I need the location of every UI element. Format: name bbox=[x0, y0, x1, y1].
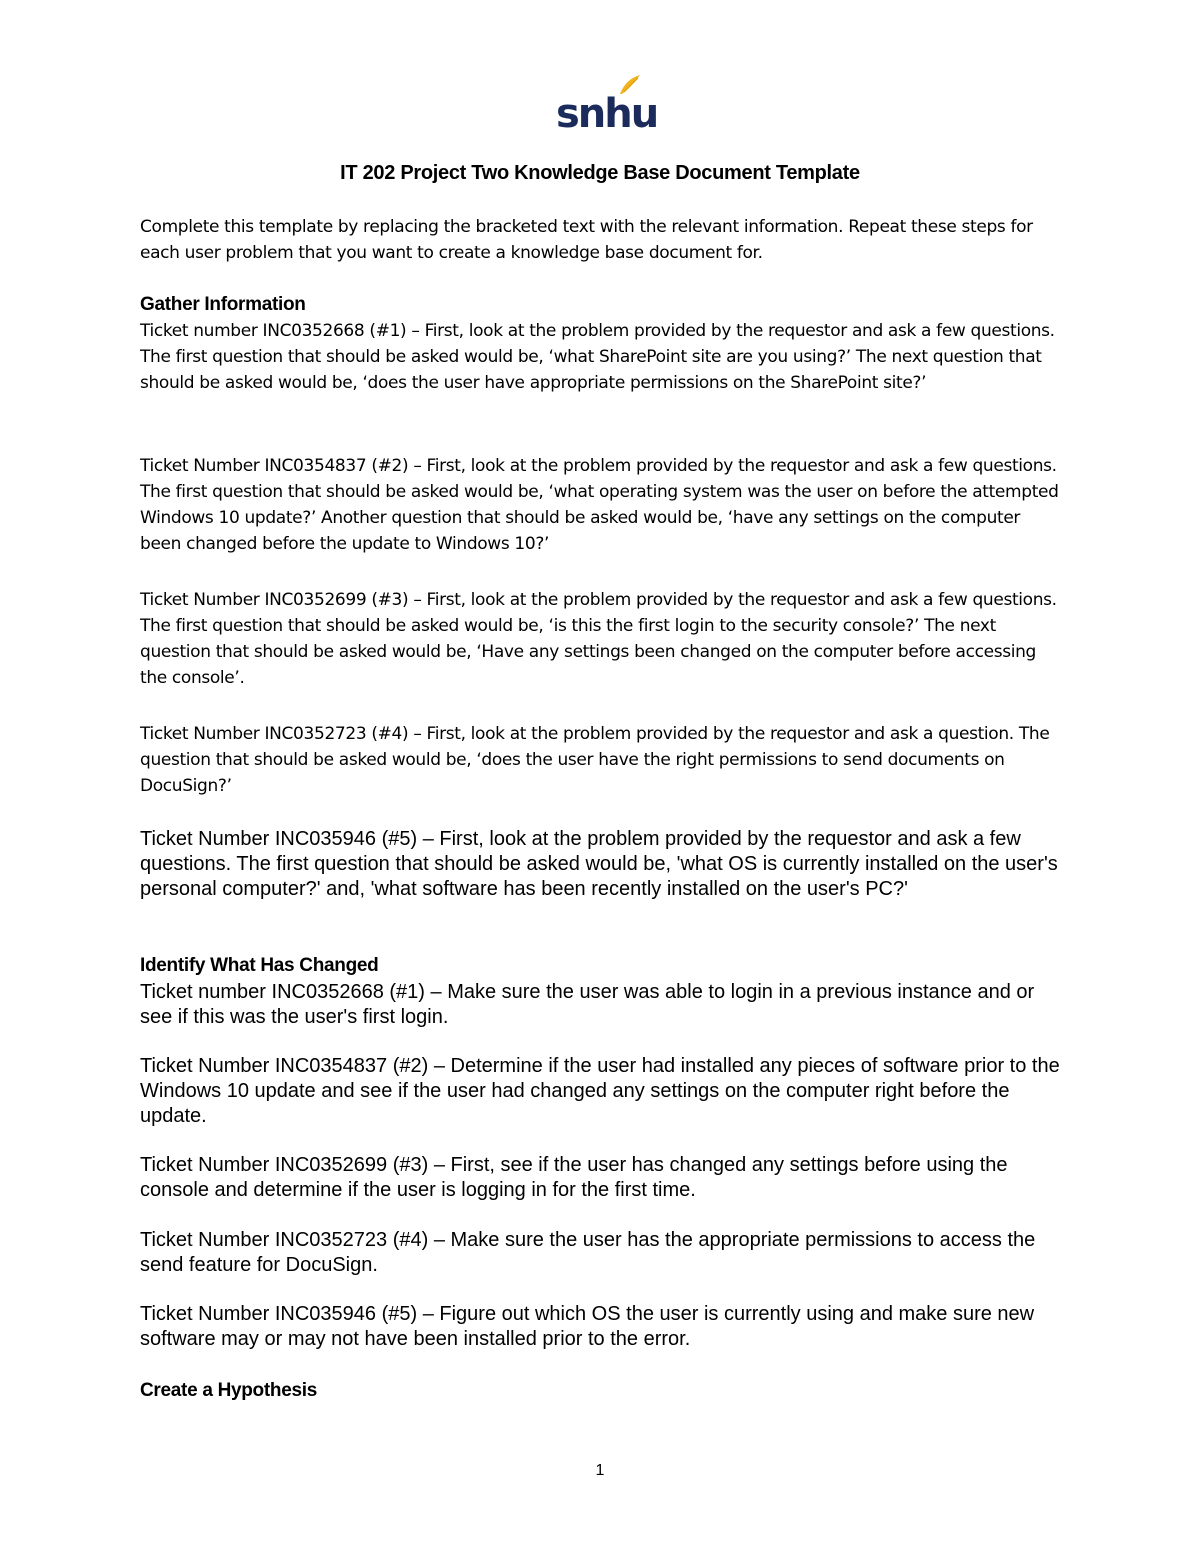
document-title: IT 202 Project Two Knowledge Base Document Template bbox=[340, 162, 860, 184]
intro-paragraph: Complete this template by replacing the bracketed text with the relevant information. Repeat these steps for each user problem that you want to create a knowledge base document for. bbox=[140, 217, 1033, 263]
gather-item-4: Ticket Number INC0352723 (#4) – First, look at the problem provided by the requestor and ask a question. The question that should be asked would be, ‘does the user have the right permissions to send documents on DocuSign?’ bbox=[140, 724, 1050, 796]
identify-heading: Identify What Has Changed bbox=[140, 955, 379, 976]
gather-heading: Gather Information bbox=[140, 294, 306, 315]
gather-item-3: Ticket Number INC0352699 (#3) – First, look at the problem provided by the requestor and ask a few questions. The first question that should be asked would be, ‘is this the first login to the security console?’ The next question that should be asked would be, ‘Have any settings been changed on the computer before accessing the console’. bbox=[140, 590, 1057, 688]
identify-item-5: Ticket Number INC035946 (#5) – Figure out which OS the user is currently using and make sure new software may or may not have been installed prior to the error. bbox=[140, 1303, 1035, 1350]
gather-item-2: Ticket Number INC0354837 (#2) – First, look at the problem provided by the requestor and ask a few questions. The first question that should be asked would be, ‘what operating system was the user on before the attempted Windows 10 update?’ Another question that should be asked would be, ‘have any settings on the computer been changed before the update to Windows 10?’ bbox=[140, 456, 1059, 554]
identify-item-3: Ticket Number INC0352699 (#3) – First, see if the user has changed any settings before using the console and determine if the user is logging in for the first time. bbox=[140, 1154, 1008, 1201]
logo-text: snhu bbox=[556, 91, 658, 137]
identify-item-4: Ticket Number INC0352723 (#4) – Make sure the user has the appropriate permissions to access the send feature for DocuSign. bbox=[140, 1229, 1036, 1276]
gather-item-5: Ticket Number INC035946 (#5) – First, look at the problem provided by the requestor and ask a few questions. The first question that should be asked would be, 'what OS is currently installed on the user's personal computer?' and, 'what software has been recently installed on the user's PC?' bbox=[140, 828, 1058, 900]
gather-item-1: Ticket number INC0352668 (#1) – First, look at the problem provided by the requestor and ask a few questions. The first question that should be asked would be, ‘what SharePoint site are you using?’ The next question that should be asked would be, ‘does the user have appropriate permissions on the SharePoint site?’ bbox=[140, 321, 1055, 393]
identify-item-2: Ticket Number INC0354837 (#2) – Determine if the user had installed any pieces of software prior to the Windows 10 update and see if the user had changed any settings on the computer right before the update. bbox=[140, 1055, 1060, 1127]
identify-item-1: Ticket number INC0352668 (#1) – Make sure the user was able to login in a previous instance and or see if this was the user's first login. bbox=[140, 981, 1035, 1028]
snhu-logo bbox=[556, 72, 658, 137]
page-number: 1 bbox=[595, 1462, 605, 1479]
hypothesis-heading: Create a Hypothesis bbox=[140, 1380, 317, 1401]
